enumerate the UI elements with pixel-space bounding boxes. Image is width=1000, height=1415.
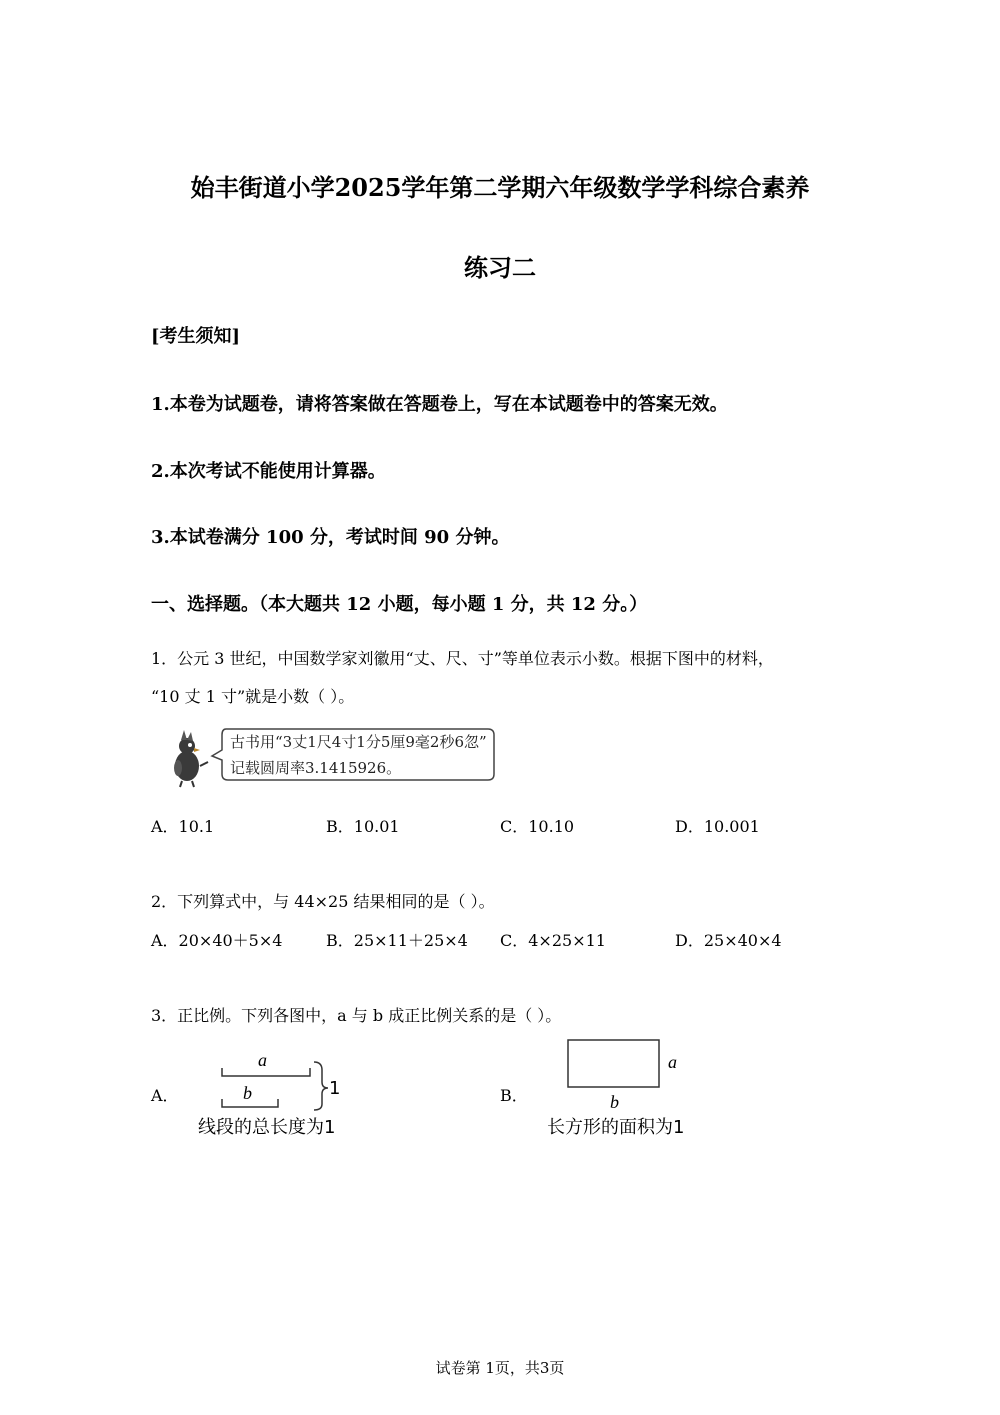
page-footer: 试卷第 1页，共3页 [435,1359,565,1377]
label-a: a [258,1050,267,1070]
rectangle-diagram [560,1036,690,1116]
q1-option-b[interactable]: B．10.01 [326,817,400,836]
q2-option-c[interactable]: C．4×25×11 [500,931,606,950]
rectangle-shape [568,1040,659,1087]
q2-text: 2．下列算式中，与 44×25 结果相同的是（ ）。 [151,892,495,911]
q1-option-a[interactable]: A．10.1 [151,817,215,836]
page-title-line1: 始丰街道小学2025学年第二学期六年级数学学科综合素养 [190,173,810,202]
q3-option-a[interactable]: A． [151,1086,179,1105]
bubble-line2: 记载圆周率3.1415926。 [230,759,402,777]
q1-text-line2: “10 丈 1 寸”就是小数（ ）。 [151,687,355,706]
rect-label-a: a [668,1052,677,1072]
brace-icon [314,1062,328,1110]
label-b: b [243,1083,252,1103]
q3-figure-a-caption: 线段的总长度为1 [198,1117,336,1138]
q1-figure [170,726,500,788]
q1-option-d[interactable]: D．10.001 [675,817,760,836]
q3-figure-b-caption: 长方形的面积为1 [547,1117,685,1138]
q2-option-a[interactable]: A．20×40＋5×4 [151,931,283,950]
bubble-line1: 古书用“3丈1尺4寸1分5厘9毫2秒6忽” [230,733,487,751]
notice-item-2: 2.本次考试不能使用计算器。 [151,461,386,482]
q2-option-b[interactable]: B．25×11＋25×4 [326,931,468,950]
q1-option-c[interactable]: C．10.10 [500,817,575,836]
notice-item-1: 1.本卷为试题卷，请将答案做在答题卷上，写在本试题卷中的答案无效。 [151,394,728,415]
notice-heading: [考生须知] [151,326,241,347]
q3-figure-b [560,1036,690,1116]
q3-text: 3．正比例。下列各图中，a 与 b 成正比例关系的是（ ）。 [151,1006,562,1025]
section-heading: 一、选择题。（本大题共 12 小题，每小题 1 分，共 12 分。） [151,594,648,615]
q3-option-b[interactable]: B． [500,1086,528,1105]
rect-label-b: b [610,1092,619,1112]
label-total: 1 [329,1078,341,1099]
notice-item-3: 3.本试卷满分 100 分，考试时间 90 分钟。 [151,527,510,548]
mascot-icon [174,730,208,787]
page-title-line2: 练习二 [464,253,536,282]
q1-text-line1: 1．公元 3 世纪，中国数学家刘徽用“丈、尺、寸”等单位表示小数。根据下图中的材料， [151,649,774,668]
q3-figure-a [210,1050,350,1112]
q2-option-d[interactable]: D．25×40×4 [675,931,782,950]
